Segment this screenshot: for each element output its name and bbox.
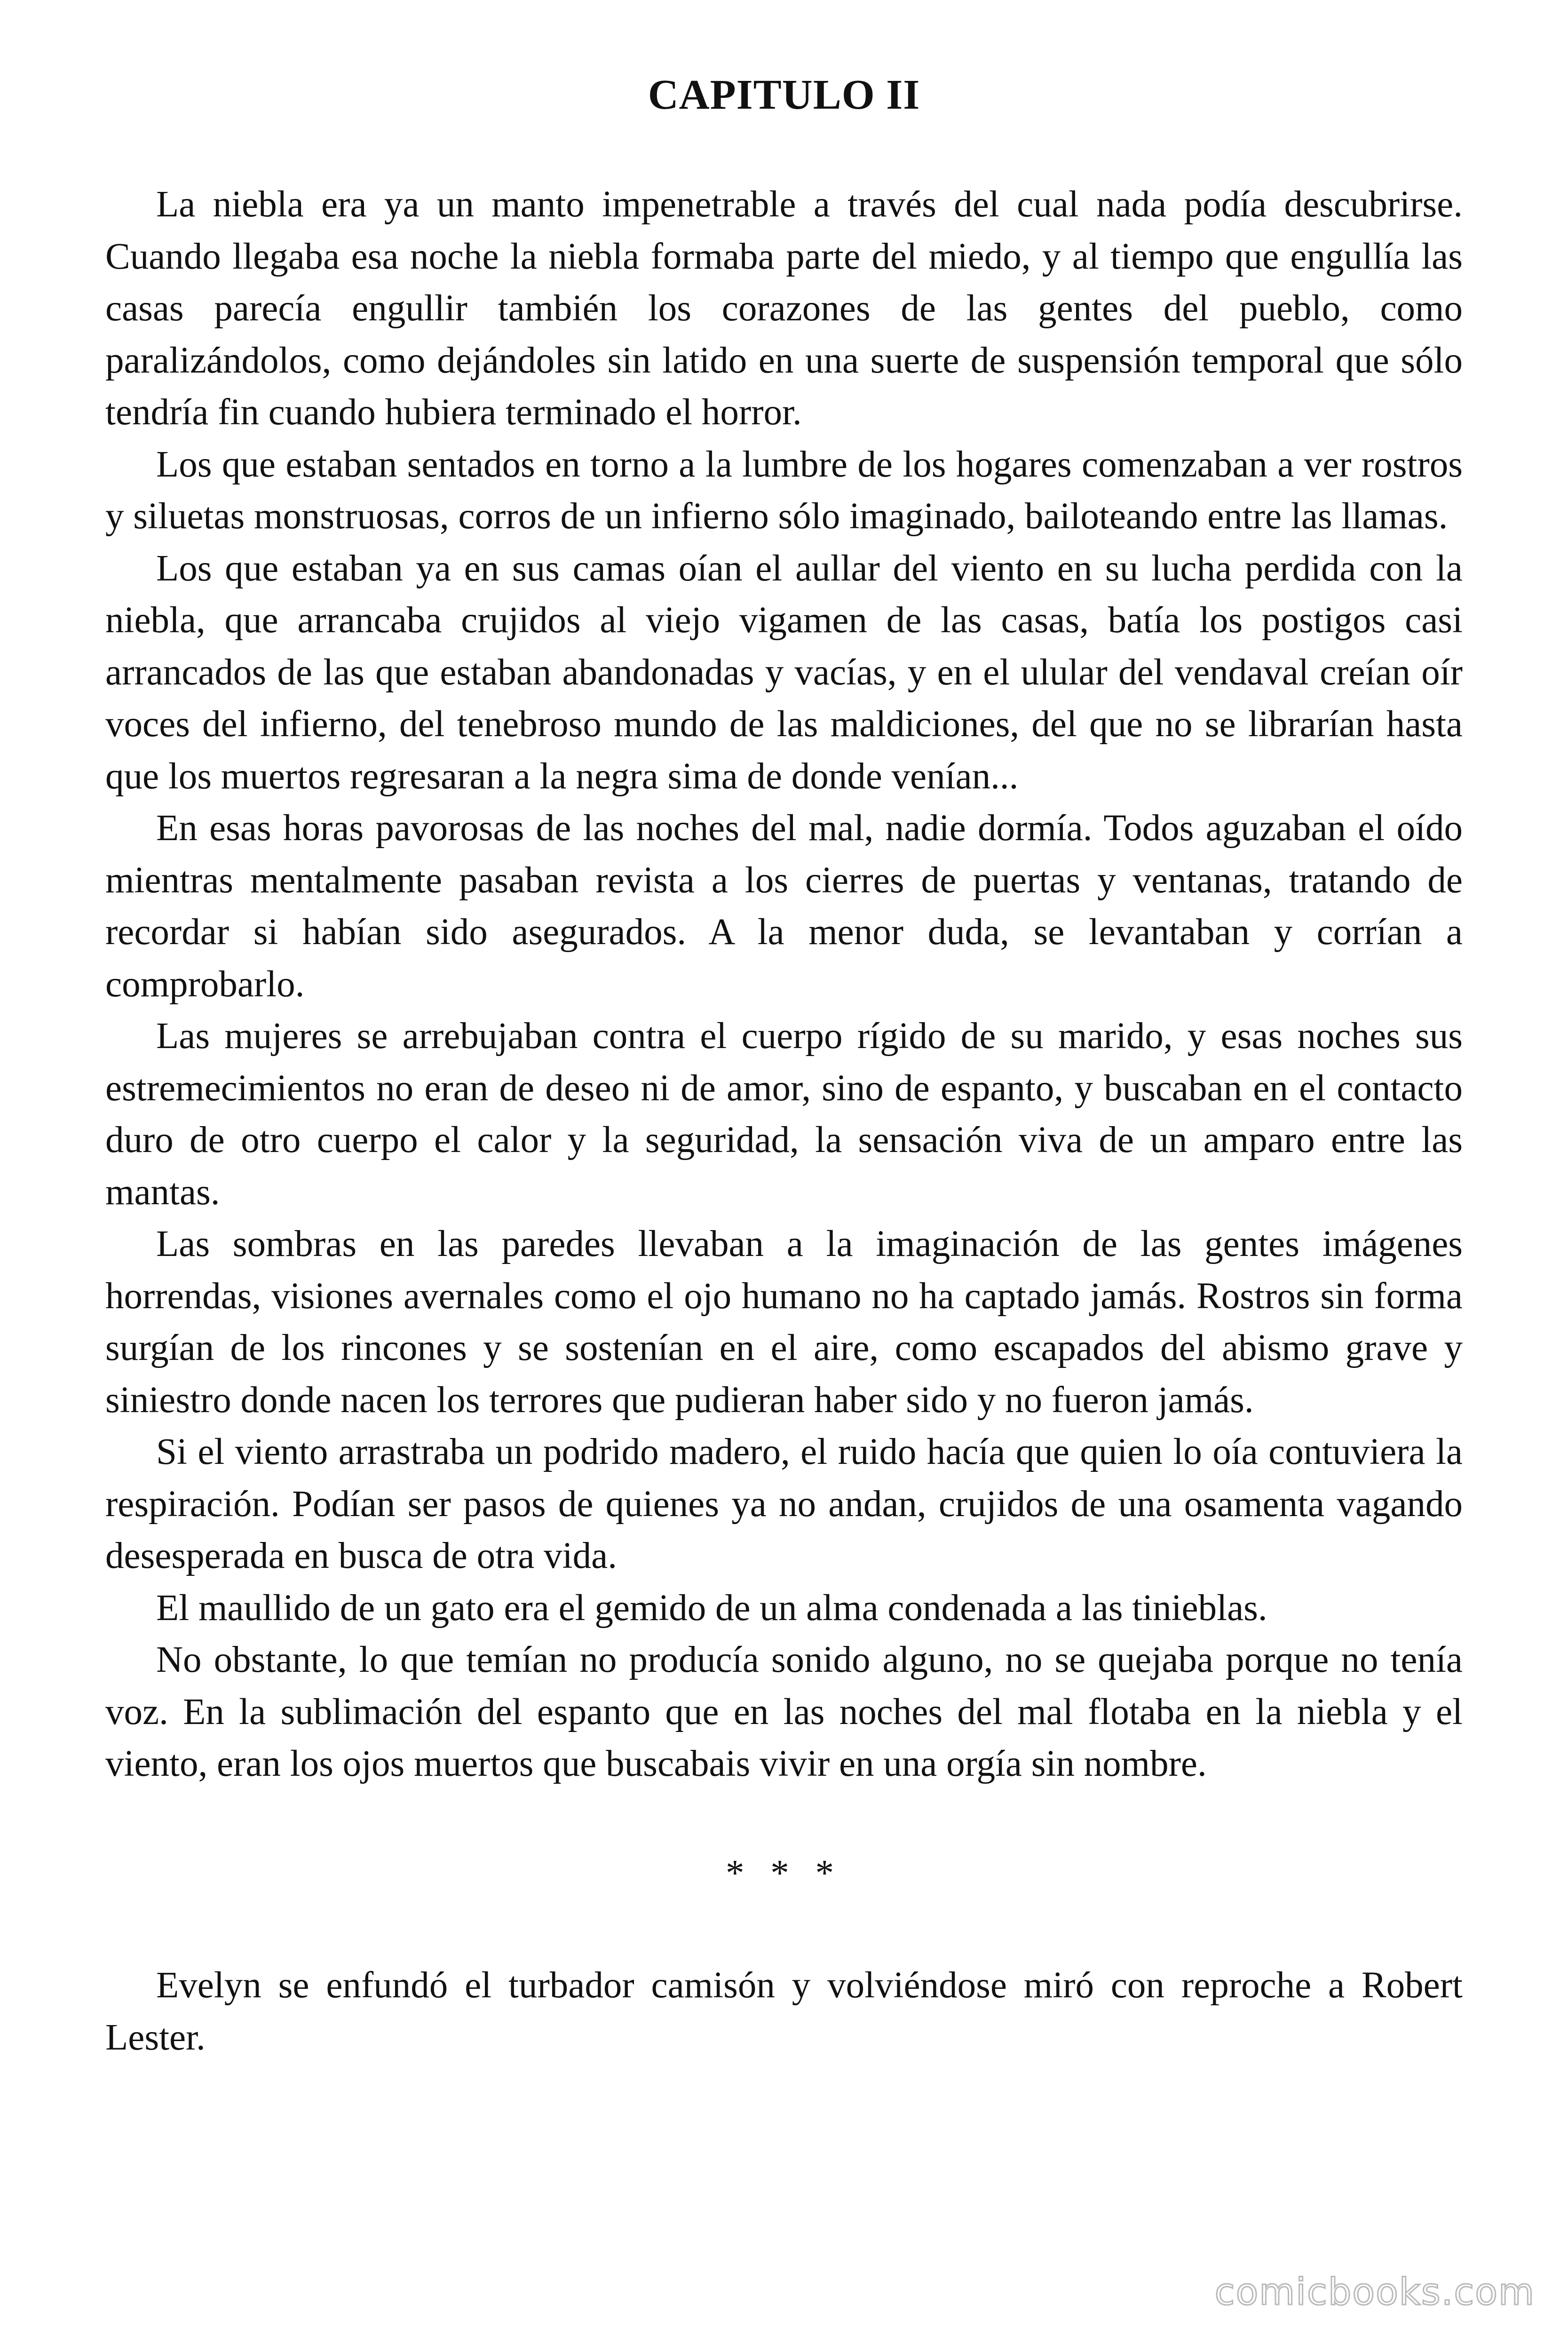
chapter-title: CAPITULO II xyxy=(648,72,920,118)
paragraph: Los que estaban sentados en torno a la lumbre de los hogares comenzaban a ver rostros y siluetas monstruosas, corros de un infierno sólo imaginado, bailoteando entre las llamas. xyxy=(105,444,1463,537)
paragraph: Las mujeres se arrebujaban contra el cuerpo rígido de su marido, y esas noches sus estremecimientos no eran de deseo ni de amor, sino de espanto, y buscaban en el contacto duro de otro cuerpo el calor y la seguridad, la sensación viva de un amparo entre las mantas. xyxy=(105,1016,1463,1213)
paragraph: En esas horas pavorosas de las noches del mal, nadie dormía. Todos aguzaban el oído mientras mentalmente pasaban revista a los cierres de puertas y ventanas, tratando de recordar si habían sido asegurados. A la menor duda, se levantaban y corrían a comprobarlo. xyxy=(105,808,1463,1005)
paragraph: Los que estaban ya en sus camas oían el aullar del viento en su lucha perdida con la niebla, que arrancaba crujidos al viejo vigamen de las casas, batía los postigos casi arrancados de las que estaban abandonadas y vacías, y en el ulular del vendaval creían oír voces del infierno, del tenebroso mundo de las maldiciones, del que no se librarían hasta que los muertos regresaran a la negra sima de donde venían... xyxy=(105,548,1463,797)
paragraph: Si el viento arrastraba un podrido madero, el ruido hacía que quien lo oía contuviera la respiración. Podían ser pasos de quienes ya no andan, crujidos de una osamenta vagando desesperada en busca de otra vida. xyxy=(105,1431,1463,1576)
scene-break: * * * xyxy=(726,1852,842,1894)
chapter-body xyxy=(105,179,1463,2064)
paragraph: Las sombras en las paredes llevaban a la imaginación de las gentes imágenes horrendas, visiones avernales como el ojo humano no ha captado jamás. Rostros sin forma surgían de los rincones y se sostenían en el aire, como escapados del abismo grave y siniestro donde nacen los terrores que pudieran haber sido y no fueron jamás. xyxy=(105,1224,1463,1421)
paragraph: El maullido de un gato era el gemido de un alma condenada a las tinieblas. xyxy=(156,1587,1267,1629)
paragraph: No obstante, lo que temían no producía sonido alguno, no se quejaba porque no tenía voz. En la sublimación del espanto que en las noches del mal flotaba en la niebla y el viento, eran los ojos muertos que buscabais vivir en una orgía sin nombre. xyxy=(105,1639,1463,1784)
paragraph: La niebla era ya un manto impenetrable a través del cual nada podía descubrirse. Cuando llegaba esa noche la niebla formaba parte del miedo, y al tiempo que engullía las casas parecía engullir también los corazones de las gentes del pueblo, como paralizándolos, como dejándoles sin latido en una suerte de suspensión temporal que sólo tendría fin cuando hubiera terminado el horror. xyxy=(105,184,1463,433)
watermark: comicbooks.com xyxy=(1214,2271,1535,2313)
book-page xyxy=(105,0,1463,2352)
paragraph: Evelyn se enfundó el turbador camisón y volviéndose miró con reproche a Robert Lester. xyxy=(105,1965,1463,2058)
